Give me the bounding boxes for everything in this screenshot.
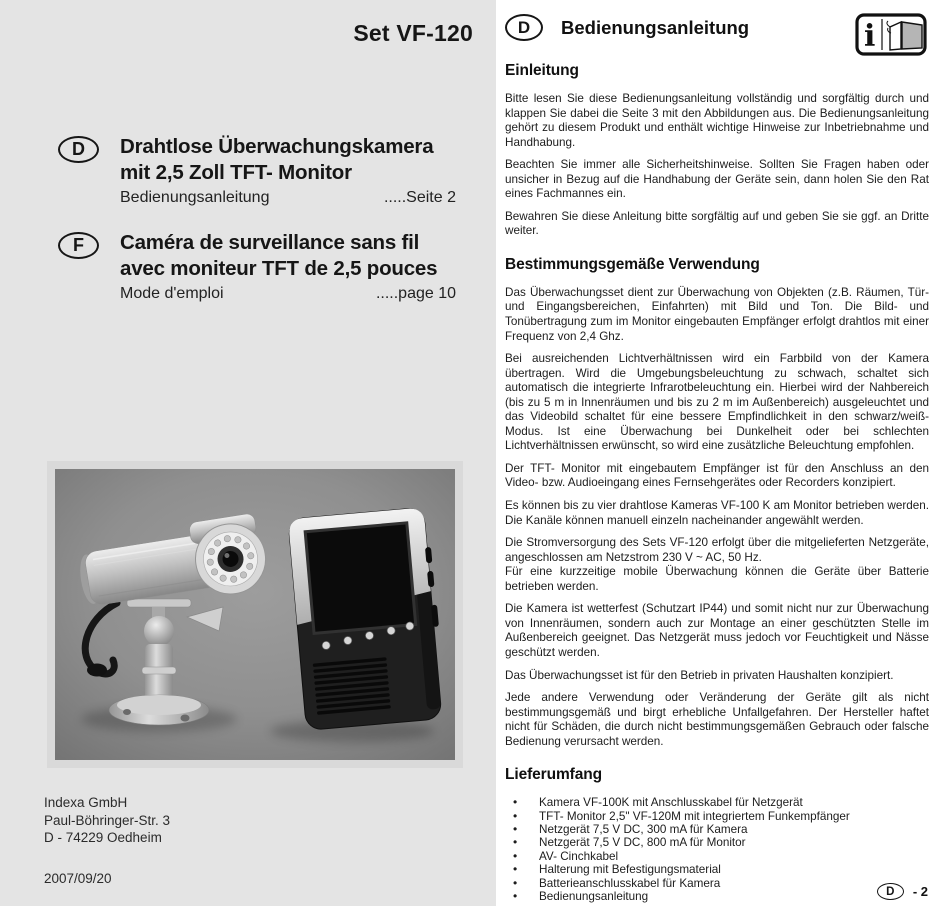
language-badge-d: D bbox=[877, 883, 904, 900]
manual-body bbox=[505, 62, 929, 903]
paragraph: Für eine kurzzeitige mobile Überwachung können die Geräte über Batterie betrieben werden. bbox=[505, 565, 929, 593]
section-heading-lieferumfang: Lieferumfang bbox=[505, 766, 602, 784]
supply-list bbox=[505, 796, 929, 903]
paragraph: Jede andere Verwendung oder Veränderung der Geräte gilt als nicht bestimmungsgemäß und birgt erhebliche Unfallgefahren. Der Hersteller haftet nicht für Schäden, die durch nicht bestimmungsgemäßen Gebrauch oder falsche Bedienung verursacht werden. bbox=[505, 691, 929, 748]
product-photo bbox=[47, 461, 463, 768]
page-ref-fr: .....page 10 bbox=[375, 285, 456, 302]
monitor-illustration bbox=[288, 507, 447, 730]
address-line: Paul-Böhringer-Str. 3 bbox=[44, 812, 171, 828]
supply-item: • Batterieanschlusskabel für Kamera bbox=[513, 877, 929, 890]
language-badge-d: D bbox=[505, 14, 543, 41]
german-title-block bbox=[58, 134, 456, 207]
address-line: Indexa GmbH bbox=[44, 795, 128, 810]
doc-label-fr: Mode d'emploi bbox=[120, 285, 224, 302]
publisher-address bbox=[44, 794, 170, 847]
supply-item: • Netzgerät 7,5 V DC, 300 mA für Kamera bbox=[513, 823, 929, 836]
page-footer bbox=[877, 883, 928, 900]
paragraph: Die Stromversorgung des Sets VF-120 erfolgt über die mitgelieferten Netzgeräte, angeschlossen am Netzstrom 230 V ~ AC, 50 Hz. bbox=[505, 536, 929, 564]
product-title-fr-line2: avec moniteur TFT de 2,5 pouces bbox=[120, 257, 438, 280]
french-title-block bbox=[58, 230, 456, 303]
supply-item: • Netzgerät 7,5 V DC, 800 mA für Monitor bbox=[513, 836, 929, 849]
paragraph: Es können bis zu vier drahtlose Kameras VF-100 K am Monitor betrieben werden. Die Kanäle können manuell einzeln nacheinander angewählt werden. bbox=[505, 499, 929, 527]
page-ref-de: .....Seite 2 bbox=[383, 189, 456, 206]
page-number: - 2 bbox=[912, 884, 928, 899]
einleitung-text bbox=[505, 92, 929, 239]
paragraph: Bewahren Sie diese Anleitung bitte sorgfältig auf und geben Sie sie ggf. an Dritte weiter. bbox=[505, 209, 929, 238]
supply-item: • AV- Cinchkabel bbox=[513, 850, 929, 863]
product-title-de-line2: mit 2,5 Zoll TFT- Monitor bbox=[120, 161, 352, 184]
paragraph: Bei ausreichenden Lichtverhältnissen wird ein Farbbild von der Kamera übertragen. Wird die Umgebungsbeleuchtung zu schwach, schaltet sich automatisch die integrierte Infrarotbeleuchtung ein. Hierbei wird der Nahbereich (bis zu 5 m in Innenräumen und bis zu 2 m im Außenbereich) ausgeleuchtet und das Videobild schaltet für eine bessere Empfindlichkeit in den schwarz/weiß- Modus. Ist eine Überwachung bei Dunkelheit oder bei schlechten Lichtverhältnissen erwünscht, so wird eine zusätzliche Beleuchtung empfohlen. bbox=[505, 352, 929, 453]
set-title: Set VF-120 bbox=[353, 20, 473, 46]
language-badge-f: F bbox=[58, 232, 99, 259]
section-heading-verwendung: Bestimmungsgemäße Verwendung bbox=[505, 255, 760, 273]
supply-item: • Halterung mit Befestigungsmaterial bbox=[513, 863, 929, 876]
svg-text:i: i bbox=[864, 19, 876, 54]
paragraph: Das Überwachungsset dient zur Überwachung von Objekten (z.B. Räumen, Tür- und Eingangsbereichen, Einfahrten) mit Bild und Ton. Die Bild- und Tonübertragung zum im Monitor eingebauten Empfänger erfolgt drahtlos mit einer Frequenz von 2,4 Ghz. bbox=[505, 285, 929, 343]
paragraph: Beachten Sie immer alle Sicherheitshinweise. Sollten Sie Fragen haben oder unsicher in Bezug auf die Handhabung der Geräte sein, dann holen Sie den Rat eines Fachmannes ein. bbox=[505, 158, 929, 201]
page-title: Bedienungsanleitung bbox=[561, 16, 750, 38]
page-header bbox=[505, 14, 749, 41]
paragraph: Die Kamera ist wetterfest (Schutzart IP44) und somit nicht nur zur Überwachung von Innenräumen, sondern auch zur Montage an einer geschützten Stelle im Außenbereich geeignet. Das Netzgerät muss jedoch vor Feuchtigkeit und Nässe geschützt werden. bbox=[505, 602, 929, 659]
paragraph: Das Überwachungsset ist für den Betrieb in privaten Haushalten konzipiert. bbox=[505, 668, 894, 682]
info-booklet-icon bbox=[855, 13, 927, 56]
paragraph: Der TFT- Monitor mit eingebautem Empfänger ist für den Anschluss an den Video- bzw. Audioeingang eines Fernsehgerätes oder Recorders konzipiert. bbox=[505, 461, 929, 490]
section-heading-einleitung: Einleitung bbox=[505, 62, 579, 79]
doc-label-de: Bedienungsanleitung bbox=[120, 189, 270, 206]
product-title-fr-line1: Caméra de surveillance sans fil bbox=[120, 231, 420, 254]
language-badge-d: D bbox=[58, 136, 99, 163]
product-title-de-line1: Drahtlose Überwachungskamera bbox=[120, 135, 434, 158]
supply-item: • TFT- Monitor 2,5" VF-120M mit integriertem Funkempfänger bbox=[513, 810, 929, 823]
supply-item: • Bedienungsanleitung bbox=[513, 890, 929, 903]
manual-text-column bbox=[496, 0, 950, 906]
paragraph: Bitte lesen Sie diese Bedienungsanleitung vollständig und sorgfältig durch und klappen Sie dabei die Seite 3 mit den Abbildungen aus. Die Bedienungsanleitung gehört zu diesem Produkt und enthält wichtige Hinweise zur Inbetriebnahme und Handhabung. bbox=[505, 92, 929, 149]
address-line: D - 74229 Oedheim bbox=[44, 830, 162, 845]
revision-date: 2007/09/20 bbox=[44, 871, 112, 886]
supply-item: • Kamera VF-100K mit Anschlusskabel für Netzgerät bbox=[513, 796, 929, 809]
